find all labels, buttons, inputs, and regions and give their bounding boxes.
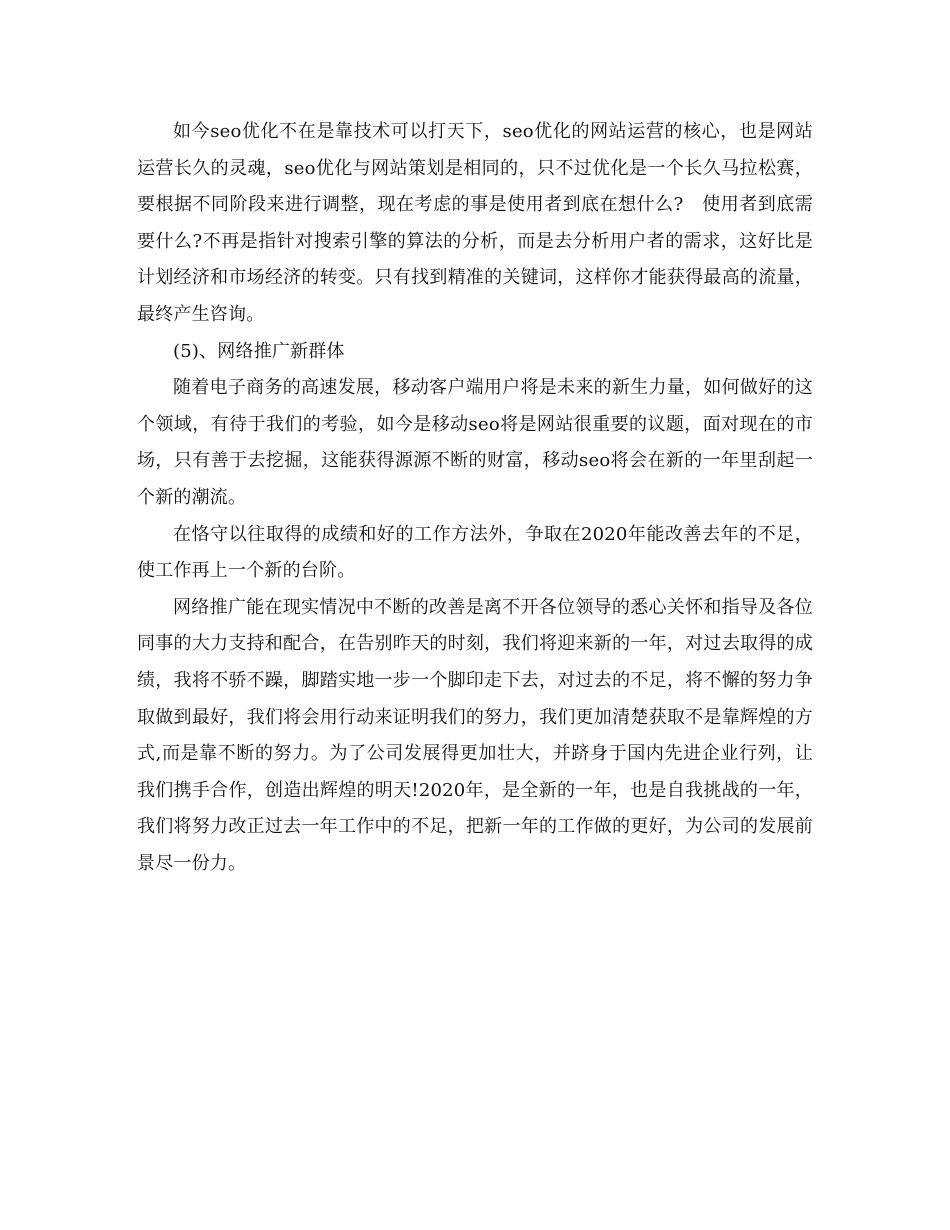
paragraph-mobile-seo: 随着电子商务的高速发展，移动客户端用户将是未来的新生力量，如何做好的这个领域，有待于我们的考验，如今是移动seo将是网站很重要的议题，面对现在的市场，只有善于去挖掘，这能获得源源不断的财富，移动seo将会在新的一年里刮起一个新的潮流。	[137, 377, 813, 508]
paragraph-seo-core: 如今seo优化不在是靠技术可以打天下，seo优化的网站运营的核心，也是网站运营长久的灵魂，seo优化与网站策划是相同的，只不过优化是一个长久马拉松赛，要根据不同阶段来进行调整，现在考虑的事是使用者到底在想什么? 使用者到底需要什么?不再是指针对搜索引擎的算法的分析，而是去分析用户者的需求，这好比是计划经济和市场经济的转变。只有找到精准的关键词，这样你才能获得最高的流量，最终产生咨询。	[137, 121, 813, 325]
section-heading-new-group: (5)、网络推广新群体	[173, 340, 345, 362]
paragraph-closing: 网络推广能在现实情况中不断的改善是离不开各位领导的悉心关怀和指导及各位同事的大力支持和配合，在告别昨天的时刻，我们将迎来新的一年，对过去取得的成绩，我将不骄不躁，脚踏实地一步一个脚印走下去，对过去的不足，将不懈的努力争取做到最好，我们将会用行动来证明我们的努力，我们更加清楚获取不是靠辉煌的方式,而是靠不断的努力。为了公司发展得更加壮大，并跻身于国内先进企业行列，让我们携手合作，创造出辉煌的明天!2020年，是全新的一年，也是自我挑战的一年，我们将努力改正过去一年工作中的不足，把新一年的工作做的更好，为公司的发展前景尽一份力。	[137, 596, 813, 874]
paragraph-work-goals: 在恪守以往取得的成绩和好的工作方法外，争取在2020年能改善去年的不足，使工作再上一个新的台阶。	[137, 523, 813, 582]
document-body	[137, 114, 813, 882]
